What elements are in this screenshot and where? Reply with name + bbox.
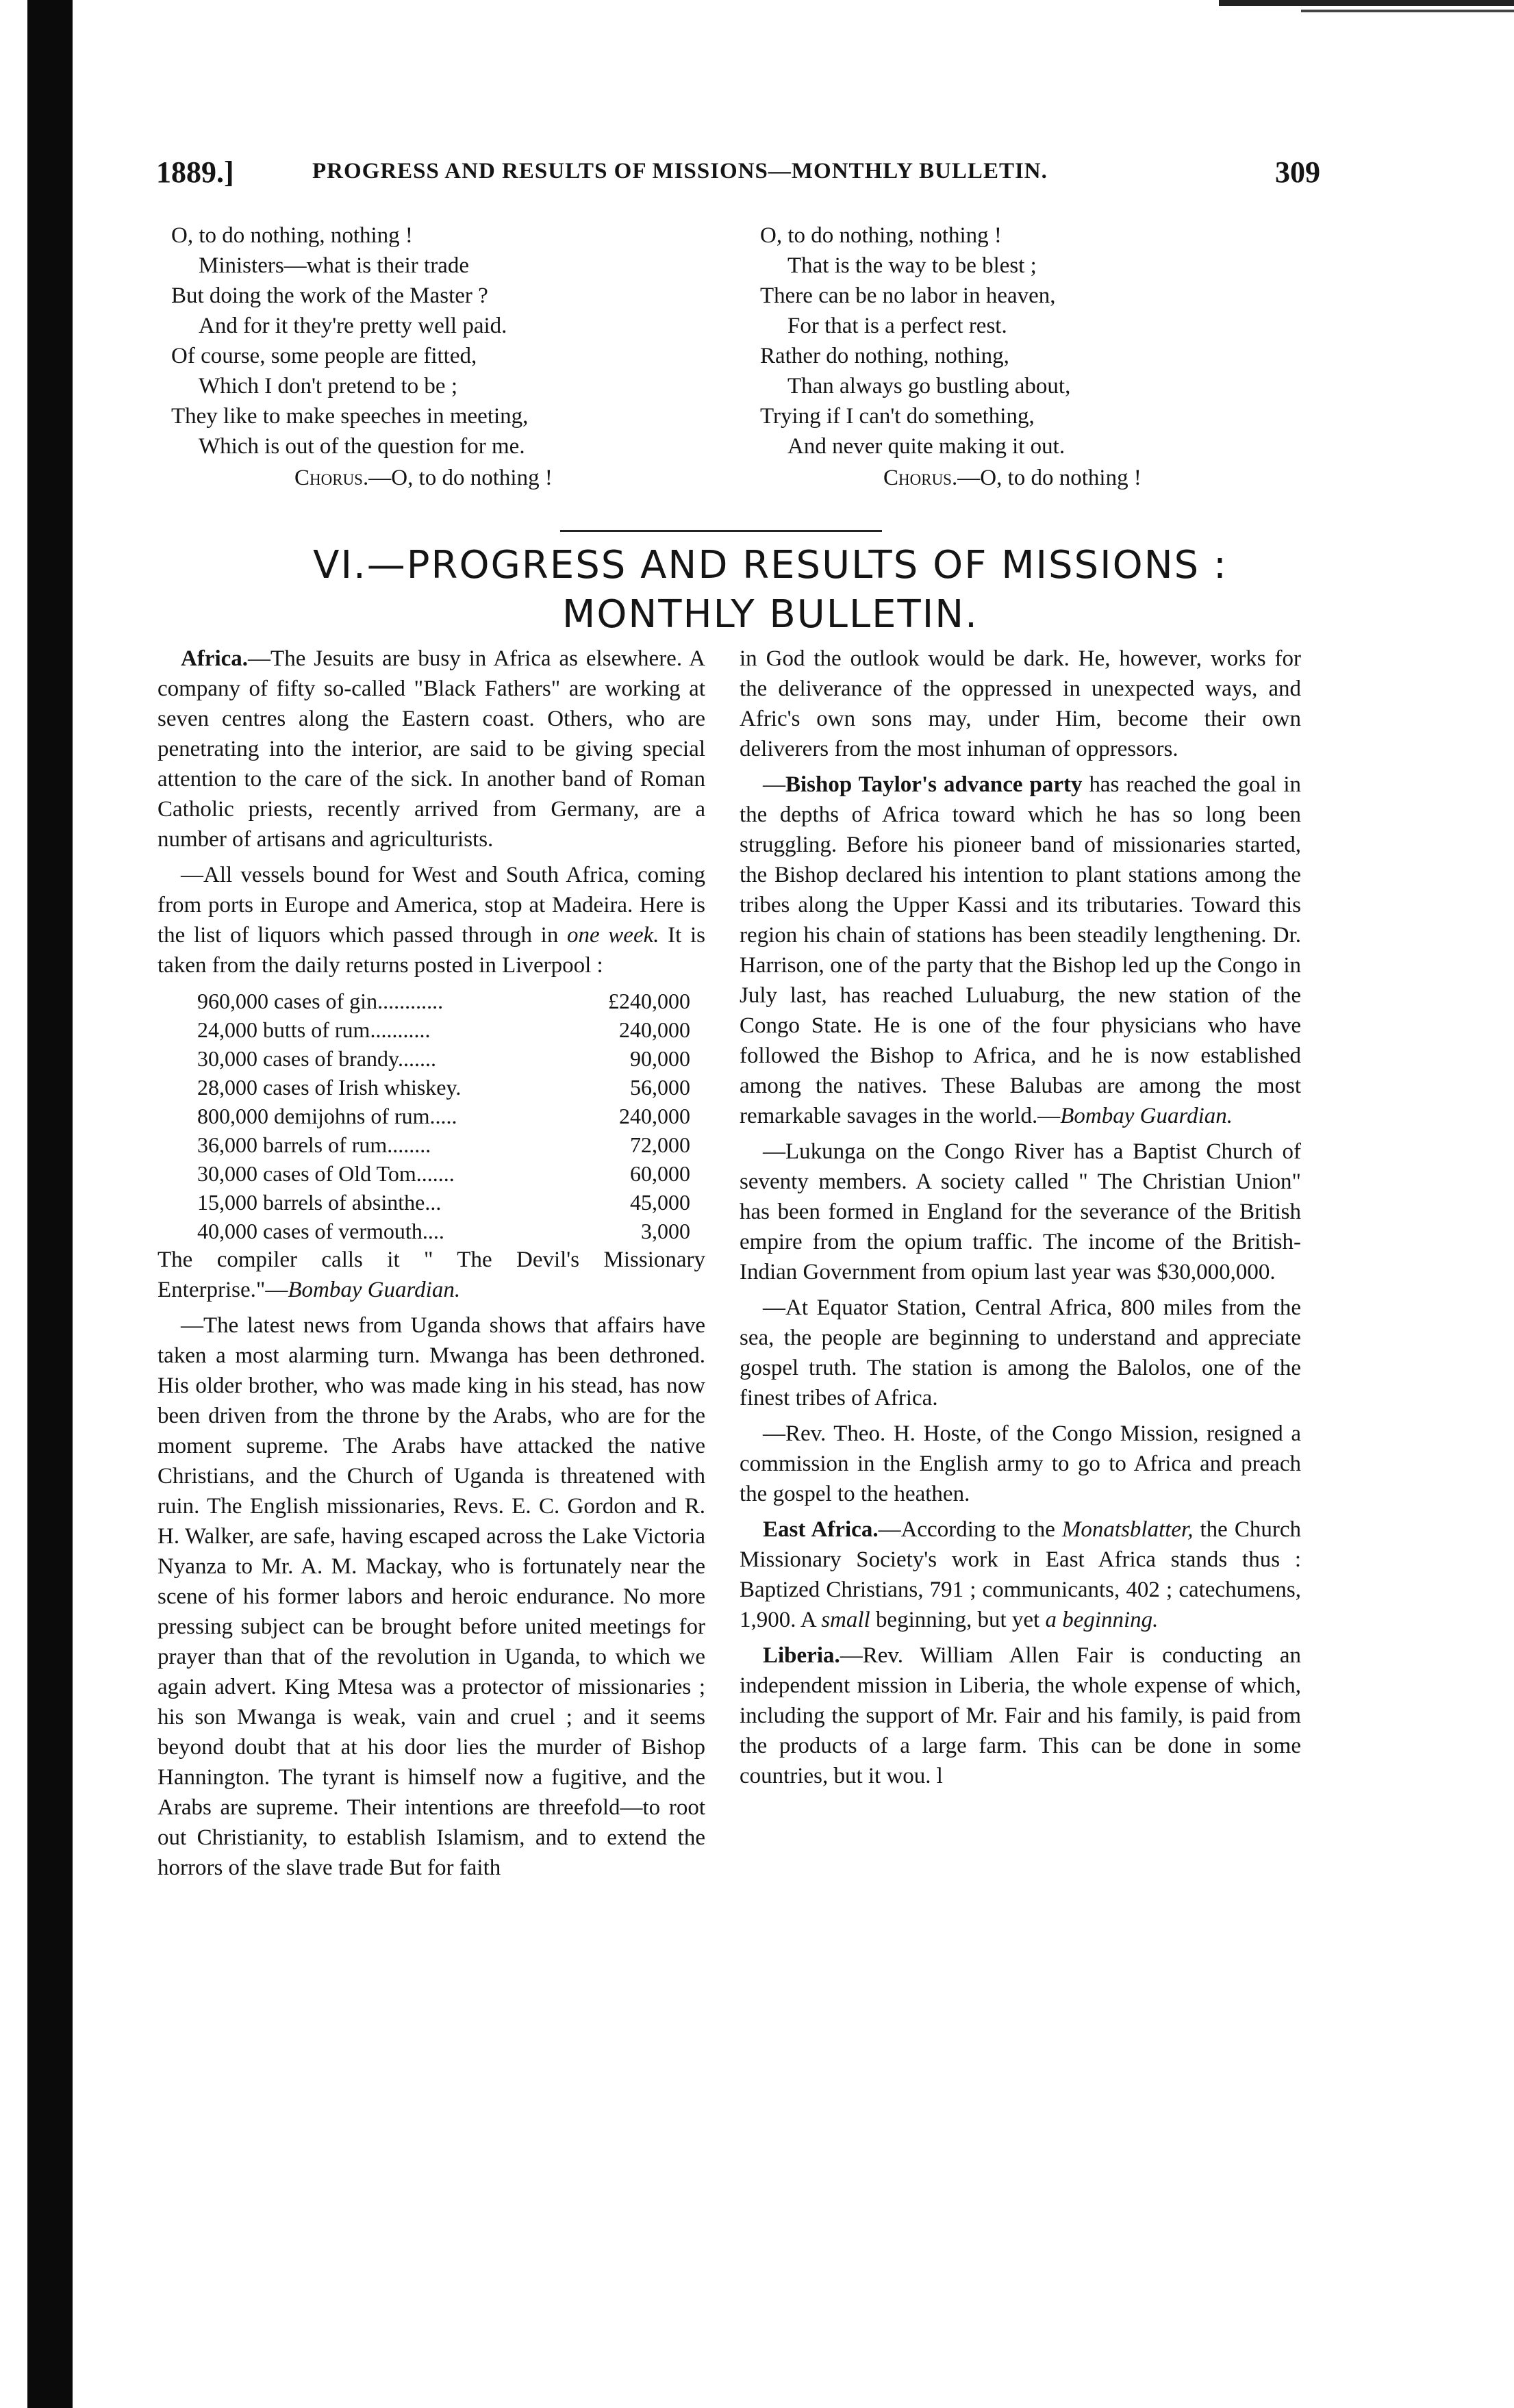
page-number: 309: [1275, 155, 1320, 189]
table-row: [197, 1216, 690, 1245]
liquor-value: 90,000: [630, 1046, 690, 1071]
africa-paragraph: [157, 644, 705, 854]
table-row: [197, 1130, 690, 1158]
table-row: [197, 986, 690, 1015]
liquor-value: £240,000: [608, 989, 690, 1013]
poem-line: And never quite making it out.: [787, 434, 1065, 459]
liquor-item: 15,000 barrels of absinthe...: [197, 1190, 442, 1215]
liberia-heading: Liberia.: [763, 1643, 840, 1668]
liquor-value: 3,000: [641, 1219, 690, 1243]
compiler-paragraph: [157, 1245, 705, 1305]
poem-line: O, to do nothing, nothing !: [760, 223, 1002, 248]
east-text-c: beginning, but yet: [870, 1608, 1046, 1632]
chorus-text: —O, to do nothing !: [368, 466, 553, 490]
poem-line: Ministers—what is their trade: [199, 253, 470, 278]
section-title-line-2: MONTHLY BULLETIN.: [562, 592, 979, 637]
taylor-heading: Bishop Taylor's advance party: [785, 772, 1083, 797]
liquor-value: 240,000: [619, 1104, 690, 1128]
vessels-text-a: —All vessels bound for West and South Africa, coming from ports in Europe and America, stop at Madeira. Here is the list of liquors which passed through in: [157, 863, 705, 948]
hoste-paragraph: —Rev. Theo. H. Hoste, of the Congo Mission, resigned a commission in the English army to go to Africa and preach the gospel to the heathen.: [740, 1421, 1301, 1506]
equator-paragraph: —At Equator Station, Central Africa, 800 miles from the sea, the people are beginning to understand and appreciate gospel truth. The station is among the Balolos, one of the finest tribes of Africa.: [740, 1295, 1301, 1410]
left-column: [157, 644, 705, 1888]
chorus-text: —O, to do nothing !: [957, 466, 1141, 490]
taylor-source: Bombay Guardian.: [1060, 1104, 1233, 1128]
east-text-em2: small: [821, 1608, 870, 1632]
liberia-paragraph: [740, 1640, 1301, 1791]
chorus-label: Chorus.: [294, 466, 369, 490]
east-text-em: Monatsblatter,: [1061, 1517, 1194, 1542]
table-row: [197, 1101, 690, 1130]
poem-left-stanza: [171, 220, 692, 493]
vessels-text-em: one week.: [567, 923, 659, 948]
liquor-value: 56,000: [630, 1075, 690, 1100]
header-year: 1889.]: [156, 155, 234, 189]
vessels-text-b: It is taken from the daily returns posted in Liverpool :: [157, 923, 705, 978]
section-divider: [560, 530, 882, 532]
running-title: PROGRESS AND RESULTS OF MISSIONS—MONTHLY BULLETIN.: [312, 159, 1048, 183]
poem-line: Than always go bustling about,: [787, 374, 1071, 398]
scan-top-rule: [1219, 0, 1514, 6]
liquor-value: 45,000: [630, 1190, 690, 1215]
poem-line: Which is out of the question for me.: [199, 434, 525, 459]
scan-top-rule-secondary: [1301, 10, 1514, 12]
scan-edge-bar: [27, 0, 73, 2408]
poem-line: They like to make speeches in meeting,: [171, 404, 529, 429]
liquor-item: 40,000 cases of vermouth....: [197, 1219, 444, 1243]
africa-text: —The Jesuits are busy in Africa as elsewhere. A company of fifty so-called "Black Fathers" are working at seven centres along the Eastern coast. Others, who are penetrating into the interior, are said to be giving special attention to the care of the sick. In another band of Roman Catholic priests, recently arrived from Germany, are a number of artisans and agriculturists.: [157, 646, 705, 852]
compiler-text: The compiler calls it " The Devil's Missionary Enterprise."—: [157, 1247, 705, 1302]
poem-line: And for it they're pretty well paid.: [199, 314, 507, 338]
east-text-em3: a beginning.: [1045, 1608, 1159, 1632]
east-text-a: —According to the: [878, 1517, 1062, 1542]
liquor-item: 36,000 barrels of rum........: [197, 1132, 431, 1157]
poem-line: But doing the work of the Master ?: [171, 283, 488, 308]
poem-line: Trying if I can't do something,: [760, 404, 1035, 429]
liquor-item: 960,000 cases of gin............: [197, 989, 444, 1013]
liquor-value: 240,000: [619, 1017, 690, 1042]
east-africa-heading: East Africa.: [763, 1517, 879, 1542]
poem-line: Of course, some people are fitted,: [171, 344, 477, 368]
liquor-item: 28,000 cases of Irish whiskey.: [197, 1075, 462, 1100]
table-row: [197, 1158, 690, 1187]
chorus-label: Chorus.: [883, 466, 958, 490]
liquor-value: 60,000: [630, 1161, 690, 1186]
poem-line: That is the way to be blest ;: [787, 253, 1037, 278]
liquor-item: 800,000 demijohns of rum.....: [197, 1104, 457, 1128]
taylor-paragraph: [740, 770, 1301, 1131]
table-row: [197, 1015, 690, 1043]
compiler-source: Bombay Guardian.: [288, 1278, 461, 1302]
right-column: [740, 644, 1301, 1797]
poem-right-stanza: [760, 220, 1280, 493]
section-title-line-1: VI.—PROGRESS AND RESULTS OF MISSIONS :: [313, 543, 1228, 587]
continuation-paragraph: in God the outlook would be dark. He, however, works for the deliverance of the oppressed in unexpected ways, and Afric's own sons may, under Him, become their own deliverers from the most inhuman of oppressors.: [740, 646, 1301, 761]
liberia-text: —Rev. William Allen Fair is conducting an independent mission in Liberia, the whole expense of which, including the support of Mr. Fair and his family, is paid from the products of a large farm. This can be done in some countries, but it wou. l: [740, 1643, 1301, 1788]
africa-heading: Africa.: [181, 646, 249, 671]
liquor-item: 30,000 cases of brandy.......: [197, 1046, 436, 1071]
taylor-text: has reached the goal in the depths of Africa toward which he has so long been struggling. Before his pioneer band of missionaries started, the Bishop declared his intention to plant stations among the tribes along the Upper Kassi and its tributaries. Toward this region his chain of stations has been steadily lengthening. Dr. Harrison, one of the party that the Bishop led up the Congo in July last, has reached Luluaburg, the new station of the Congo State. He is one of the four physicians who have followed the Bishop to Africa, and he is now established among the natives. These Balubas are among the most remarkable savages in the world.—: [740, 772, 1301, 1128]
uganda-paragraph: —The latest news from Uganda shows that affairs have taken a most alarming turn. Mwanga has been dethroned. His older brother, who was made king in his stead, has now been driven from the throne by the Arabs, who are for the moment supreme. The Arabs have attacked the native Christians, and the Church of Uganda is threatened with ruin. The English missionaries, Revs. E. C. Gordon and R. H. Walker, are safe, having escaped across the Lake Victoria Nyanza to Mr. A. M. Mackay, who is fortunately near the scene of his former labors and heroic endurance. No more pressing subject can be brought before united meetings for prayer than that of the revolution in Uganda, to which we again advert. King Mtesa was a protector of missionaries ; his son Mwanga is weak, vain and cruel ; and it seems beyond doubt that at his door lies the murder of Bishop Hannington. The tyrant is himself now a fugitive, and the Arabs are supreme. Their intentions are threefold—to root out Christianity, to establish Islamism, and to extend the horrors of the slave trade But for faith: [157, 1313, 705, 1880]
poem-line: O, to do nothing, nothing !: [171, 223, 413, 248]
liquor-table: [197, 986, 690, 1245]
poem-line: Which I don't pretend to be ;: [199, 374, 458, 398]
lukunga-paragraph: —Lukunga on the Congo River has a Baptist Church of seventy members. A society called " The Christian Union" has been formed in England for the severance of the British empire from the opium traffic. The income of the British-Indian Government from opium last year was $30,000,000.: [740, 1139, 1301, 1284]
page-header: [156, 155, 1320, 196]
liquor-item: 24,000 butts of rum...........: [197, 1017, 431, 1042]
table-row: [197, 1187, 690, 1216]
table-row: [197, 1043, 690, 1072]
section-title: [157, 541, 1383, 639]
poem-chorus: [171, 463, 692, 493]
east-text-b: the Church Missionary Society's work in East Africa stands thus : Baptized Christians, 791 ; communicants, 402 ; catechumens, 1,900. A: [740, 1517, 1301, 1632]
poem-line: There can be no labor in heaven,: [760, 283, 1056, 308]
poem-chorus: [760, 463, 1280, 493]
liquor-value: 72,000: [630, 1132, 690, 1157]
liquor-item: 30,000 cases of Old Tom.......: [197, 1161, 455, 1186]
poem-line: For that is a perfect rest.: [787, 314, 1007, 338]
taylor-dash: —: [763, 772, 785, 797]
vessels-paragraph: [157, 860, 705, 980]
poem-line: Rather do nothing, nothing,: [760, 344, 1009, 368]
table-row: [197, 1072, 690, 1101]
east-africa-paragraph: [740, 1514, 1301, 1635]
